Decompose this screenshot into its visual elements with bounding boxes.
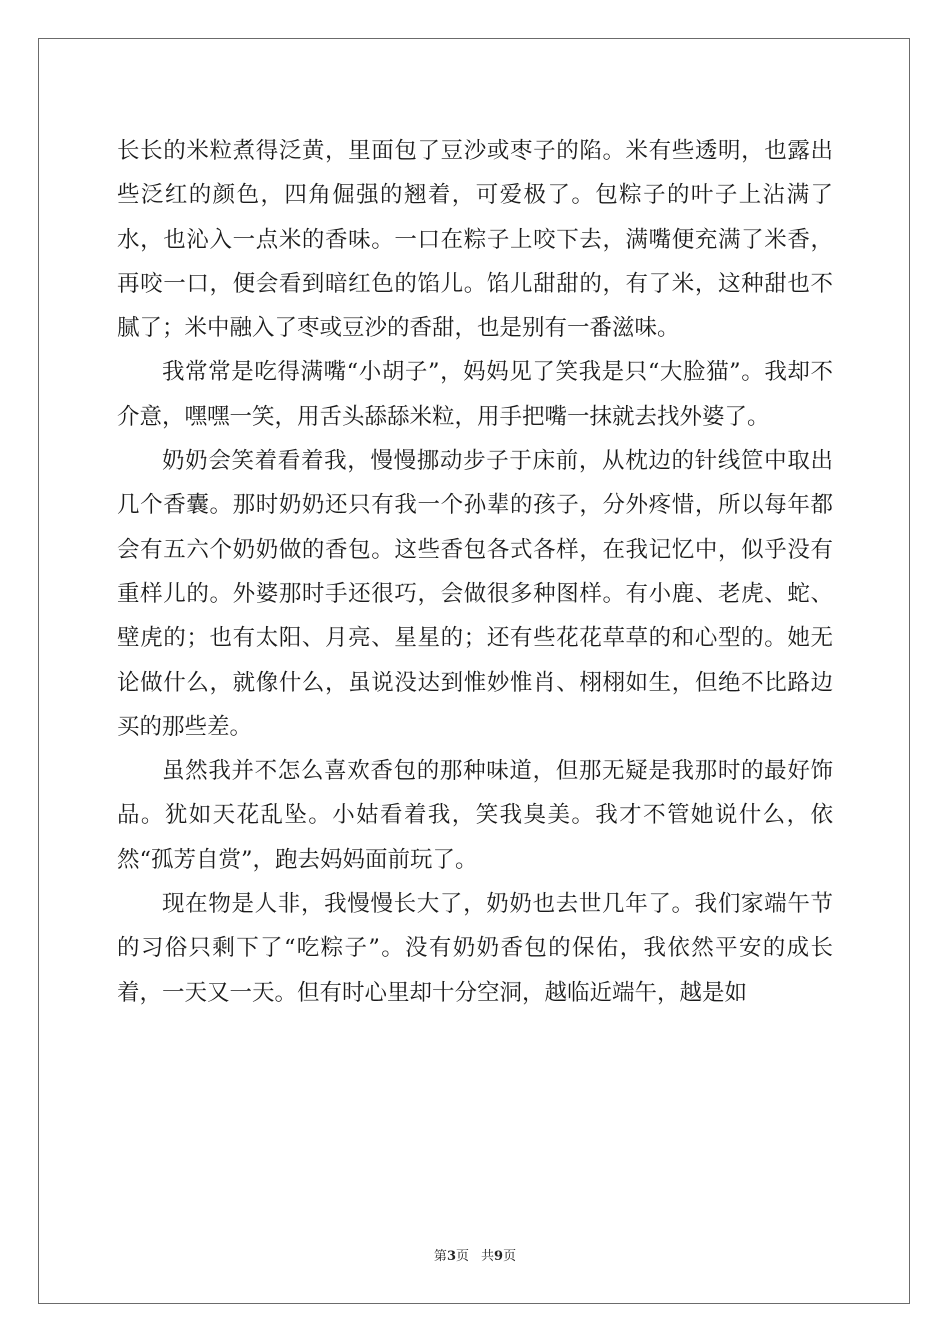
paragraph-3: 奶奶会笑着看着我，慢慢挪动步子于床前，从枕边的针线笸中取出几个香囊。那时奶奶还只有我一个孙辈的孩子，分外疼惜，所以每年都会有五六个奶奶做的香包。这些香包各式各样，在我记忆中，似乎没有重样儿的。外婆那时手还很巧，会做很多种图样。有小鹿、老虎、蛇、壁虎的；也有太阳、月亮、星星的；还有些花花草草的和心型的。她无论做什么，就像什么，虽说没达到惟妙惟肖、栩栩如生，但绝不比路边买的那些差。 [117,448,833,740]
paragraph-1: 长长的米粒煮得泛黄，里面包了豆沙或枣子的陷。米有些透明，也露出些泛红的颜色，四角倔强的翘着，可爱极了。包粽子的叶子上沾满了水，也沁入一点米的香味。一口在粽子上咬下去，满嘴便充满了米香，再咬一口，便会看到暗红色的馅儿。馅儿甜甜的，有了米，这种甜也不腻了；米中融入了枣或豆沙的香甜，也是别有一番滋味。 [117,138,833,342]
current-page-number: 3 [446,1249,456,1264]
page-footer [0,1245,950,1264]
document-body [117,129,833,1015]
paragraph-5: 现在物是人非，我慢慢长大了，奶奶也去世几年了。我们家端午节的习俗只剩下了“吃粽子”。没有奶奶香包的保佑，我依然平安的成长着，一天又一天。但有时心里却十分空洞，越临近端午，越是如 [117,891,833,1006]
page-prefix: 第 [433,1249,447,1264]
page-suffix: 页 [455,1249,469,1264]
total-prefix: 共 [481,1249,495,1264]
total-suffix: 页 [503,1249,517,1264]
paragraph-2: 我常常是吃得满嘴“小胡子”，妈妈见了笑我是只“大脸猫”。我却不介意，嘿嘿一笑，用舌头舔舔米粒，用手把嘴一抹就去找外婆了。 [117,359,833,430]
total-page-number: 9 [494,1249,504,1264]
paragraph-4: 虽然我并不怎么喜欢香包的那种味道，但那无疑是我那时的最好饰品。犹如天花乱坠。小姑看着我，笑我臭美。我才不管她说什么，依然“孤芳自赏”，跑去妈妈面前玩了。 [117,758,833,873]
